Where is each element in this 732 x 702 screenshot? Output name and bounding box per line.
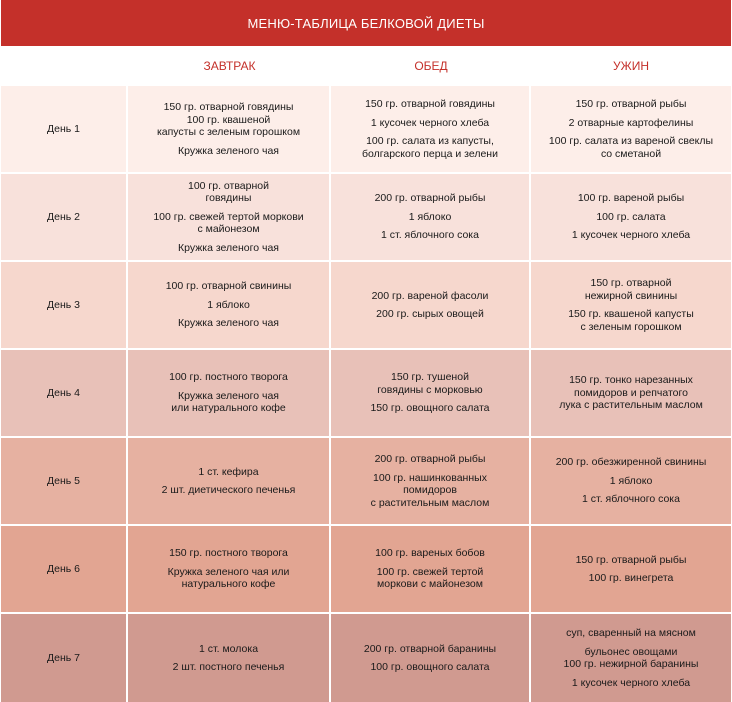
menu-item-line: 1 кусочек черного хлеба	[571, 229, 691, 242]
menu-item-line: моркови с майонезом	[377, 578, 483, 591]
menu-item-line: говядины	[205, 192, 252, 205]
dinner-cell	[531, 526, 731, 612]
table-row	[1, 262, 731, 348]
header-breakfast: ЗАВТРАК	[203, 59, 256, 73]
header-day-spacer	[1, 46, 128, 86]
breakfast-cell	[128, 438, 331, 524]
menu-item-line: 200 гр. отварной рыбы	[374, 453, 486, 465]
lunch-cell	[331, 438, 531, 524]
table-row	[1, 526, 731, 612]
day-cell	[1, 526, 128, 612]
menu-item-line: помидоров	[403, 484, 457, 496]
day-label: День 3	[47, 298, 80, 311]
menu-item-line: 150 гр. квашеной капусты	[568, 308, 694, 320]
menu-item-line: 1 яблоко	[207, 298, 250, 311]
menu-item-line: 100 гр. винегрета	[588, 572, 674, 584]
menu-item-line: говядины с морковью	[377, 383, 483, 396]
header-dinner: УЖИН	[613, 59, 649, 73]
menu-item-line: 200 гр. обезжиренной свинины	[555, 456, 707, 469]
menu-item-line: 100 гр. свежей тертой	[376, 565, 484, 578]
menu-item-line: 100 гр. салата из капусты,	[366, 135, 494, 147]
table-row	[1, 438, 731, 524]
menu-item-line: 100 гр. квашеной	[186, 113, 271, 126]
menu-item-line: 100 гр. вареных бобов	[375, 547, 485, 560]
menu-item-line: 150 гр. отварной рыбы	[575, 553, 687, 566]
lunch-cell	[331, 614, 531, 702]
breakfast-cell	[128, 174, 331, 260]
menu-item-line: 1 ст. кефира	[198, 465, 259, 478]
menu-item-line: 150 гр. отварной говядины	[365, 98, 495, 110]
lunch-cell	[331, 174, 531, 260]
menu-item-line: 150 гр. постного творога	[169, 547, 288, 560]
menu-item-line: 1 яблоко	[609, 474, 653, 487]
menu-item-line: суп, сваренный на мясном	[566, 627, 696, 639]
menu-item-line: 2 шт. постного печенья	[172, 661, 285, 673]
menu-item-line: 200 гр. вареной фасоли	[371, 289, 489, 302]
menu-item-line: 100 гр. нежирной баранины	[563, 658, 699, 670]
breakfast-cell	[128, 526, 331, 612]
day-label: День 5	[47, 474, 80, 487]
day-label: День 4	[47, 386, 80, 399]
dinner-cell	[531, 350, 731, 436]
table-row	[1, 614, 731, 702]
menu-item-line: 150 гр. овощного салата	[370, 402, 490, 415]
table-row	[1, 86, 731, 172]
dinner-cell	[531, 86, 731, 172]
day-cell	[1, 86, 128, 172]
menu-item-line: 200 гр. отварной баранины	[363, 642, 497, 655]
table-row	[1, 350, 731, 436]
breakfast-cell	[128, 614, 331, 702]
menu-item-line: Кружка зеленого чая	[178, 389, 279, 402]
menu-item-line: 1 ст. яблочного сока	[582, 493, 680, 506]
menu-item-line: с растительным маслом	[370, 496, 490, 509]
lunch-cell	[331, 526, 531, 612]
menu-item-line: помидоров и репчатого	[574, 386, 688, 399]
menu-item-line: 1 ст. яблочного сока	[381, 229, 479, 242]
menu-item-line: или натурального кофе	[171, 402, 286, 415]
menu-item-line: 100 гр. постного творога	[169, 371, 288, 384]
menu-item-line: натурального кофе	[181, 578, 276, 591]
menu-item-line: 100 гр. овощного салата	[370, 661, 490, 673]
day-cell	[1, 174, 128, 260]
menu-item-line: с майонезом	[197, 223, 260, 236]
menu-item-line: 100 гр. отварной	[187, 179, 269, 192]
menu-item-line: 100 гр. отварной свинины	[165, 280, 292, 293]
menu-table-body	[1, 86, 731, 702]
header-lunch: ОБЕД	[414, 59, 448, 73]
menu-item-line: 100 гр. салата	[596, 210, 666, 223]
lunch-cell	[331, 86, 531, 172]
dinner-cell	[531, 262, 731, 348]
breakfast-cell	[128, 86, 331, 172]
menu-item-line: 150 гр. тушеной	[391, 371, 469, 384]
menu-item-line: 200 гр. отварной рыбы	[374, 192, 486, 205]
day-label: День 6	[47, 562, 80, 575]
lunch-cell	[331, 262, 531, 348]
menu-item-line: 100 гр. свежей тертой моркови	[153, 210, 304, 223]
menu-item-line: 150 гр. отварной	[590, 277, 672, 289]
menu-item-line: бульонес овощами	[584, 645, 678, 658]
day-cell	[1, 262, 128, 348]
menu-item-line: 1 кусочек черного хлеба	[571, 676, 691, 689]
menu-item-line: 2 отварные картофелины	[568, 116, 694, 129]
day-cell	[1, 438, 128, 524]
menu-item-line: 100 гр. вареной рыбы	[577, 192, 685, 205]
menu-item-line: Кружка зеленого чая	[178, 317, 279, 330]
day-label: День 1	[47, 122, 80, 135]
table-row	[1, 174, 731, 260]
menu-item-line: лука с растительным маслом	[559, 399, 703, 412]
menu-item-line: 1 кусочек черного хлеба	[370, 116, 490, 129]
menu-item-line: нежирной свинины	[584, 289, 678, 302]
menu-item-line: 1 ст. молока	[198, 642, 259, 655]
menu-item-line: Кружка зеленого чая или	[167, 565, 290, 578]
breakfast-cell	[128, 350, 331, 436]
menu-item-line: Кружка зеленого чая	[178, 241, 279, 254]
day-label: День 2	[47, 210, 80, 223]
menu-item-line: 150 гр. отварной рыбы	[575, 98, 687, 110]
day-cell	[1, 350, 128, 436]
menu-item-line: 150 гр. отварной говядины	[163, 101, 294, 113]
menu-item-line: 100 гр. нашинкованных	[373, 471, 487, 484]
breakfast-cell	[128, 262, 331, 348]
dinner-cell	[531, 174, 731, 260]
menu-title: МЕНЮ-ТАБЛИЦА БЕЛКОВОЙ ДИЕТЫ	[1, 0, 731, 46]
menu-item-line: со сметаной	[600, 147, 662, 160]
table-header	[1, 46, 731, 86]
menu-item-line: 100 гр. салата из вареной свеклы	[548, 135, 714, 147]
day-label: День 7	[47, 651, 80, 664]
dinner-cell	[531, 438, 731, 524]
menu-item-line: с зеленым горошком	[580, 320, 682, 333]
menu-item-line: 200 гр. сырых овощей	[376, 308, 484, 320]
menu-item-line: 1 яблоко	[408, 210, 452, 223]
menu-item-line: капусты с зеленым горошком	[156, 126, 301, 138]
lunch-cell	[331, 350, 531, 436]
menu-item-line: болгарского перца и зелени	[362, 147, 498, 160]
menu-item-line: Кружка зеленого чая	[178, 144, 279, 157]
day-cell	[1, 614, 128, 702]
menu-item-line: 150 гр. тонко нарезанных	[569, 374, 693, 387]
menu-item-line: 2 шт. диетического печенья	[161, 484, 296, 496]
dinner-cell	[531, 614, 731, 702]
